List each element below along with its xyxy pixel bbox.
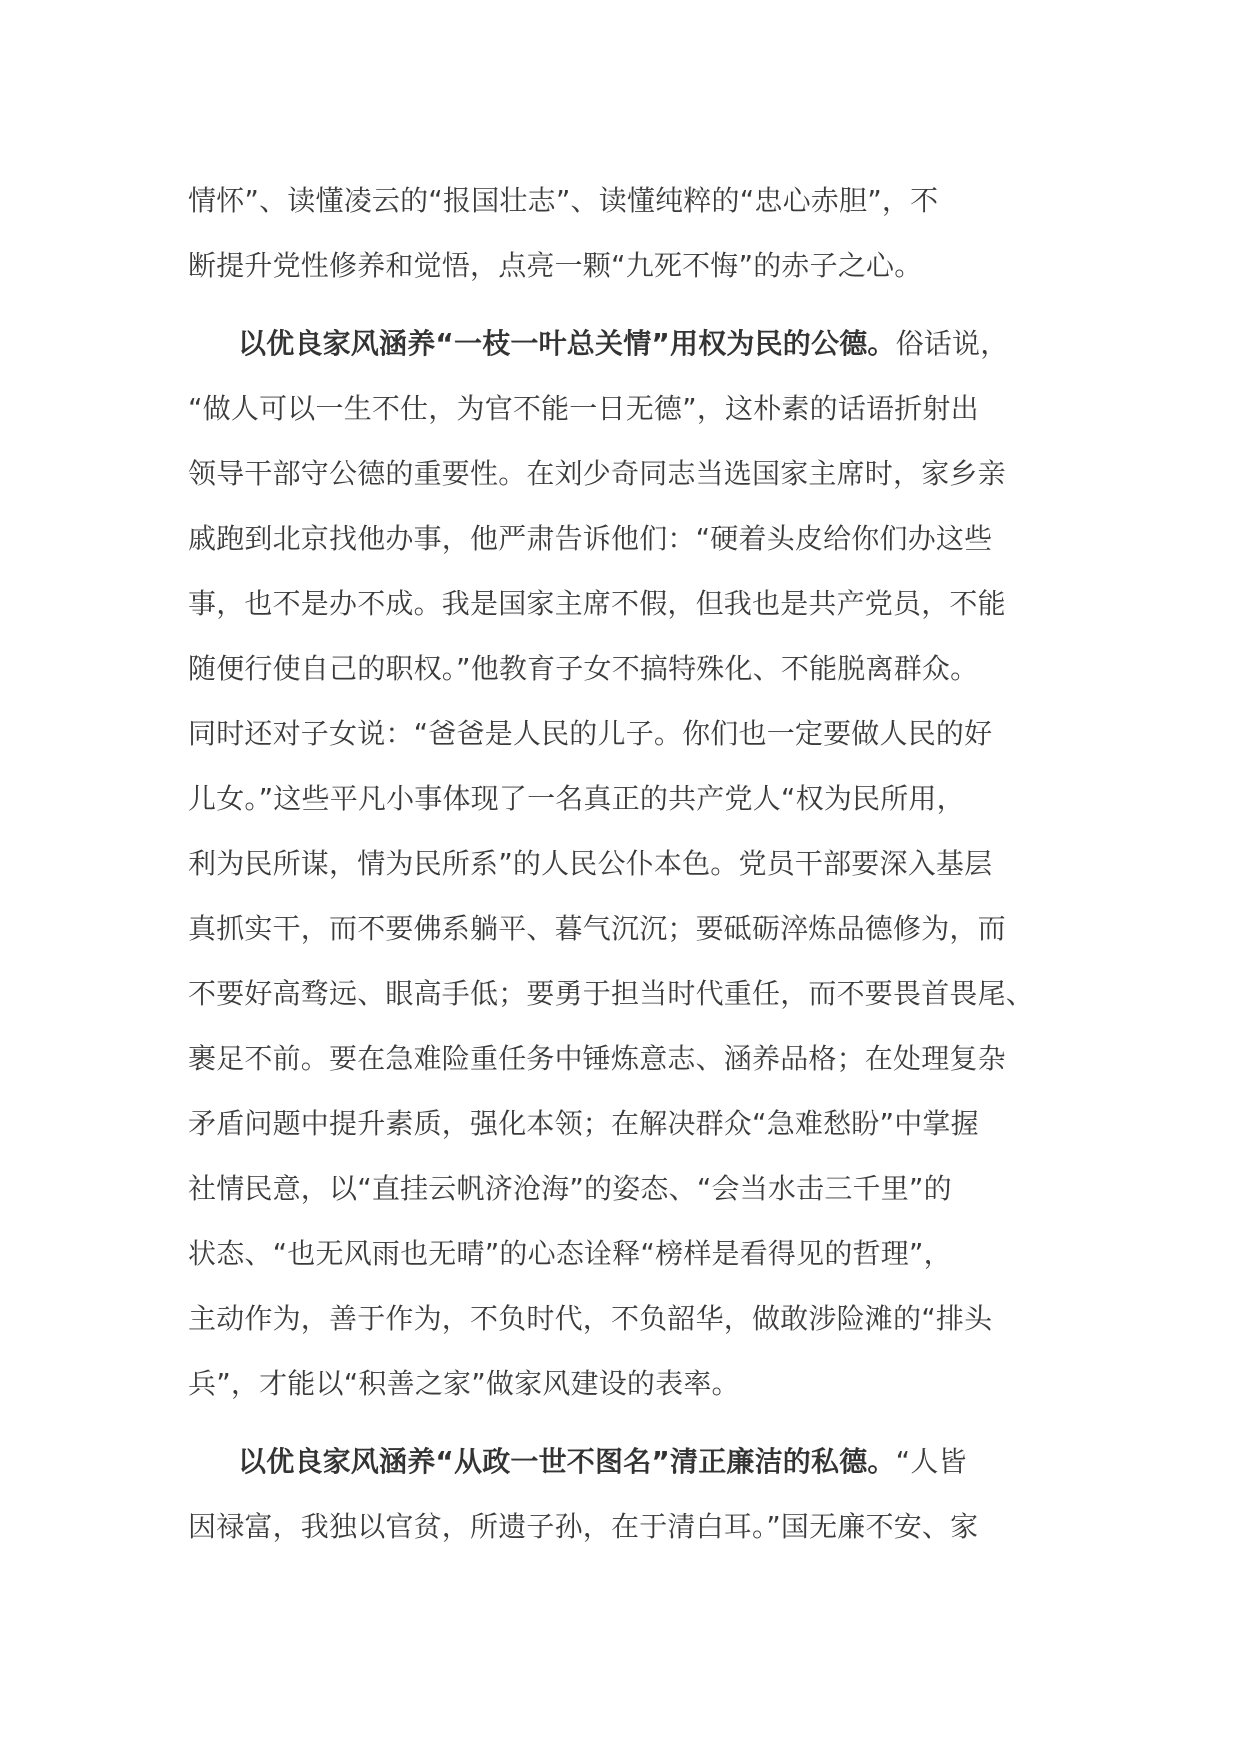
paragraph-line: 裹足不前。要在急难险重任务中锤炼意志、涵养品格；在处理复杂 — [188, 1042, 1006, 1075]
paragraph-line: 儿女。”这些平凡小事体现了一名真正的共产党人“权为民所用， — [188, 782, 965, 815]
paragraph-heading: 以优良家风涵养“一枝一叶总关情”用权为民的公德。 — [238, 327, 896, 360]
document-body — [188, 168, 1068, 1559]
paragraph-line: 同时还对子女说：“爸爸是人民的儿子。你们也一定要做人民的好 — [188, 717, 993, 750]
paragraph-3 — [188, 1429, 1068, 1559]
paragraph-2 — [188, 311, 1068, 1416]
paragraph-line: 事，也不是办不成。我是国家主席不假，但我也是共产党员，不能 — [188, 587, 1006, 620]
paragraph-line: 戚跑到北京找他办事，他严肃告诉他们：“硬着头皮给你们办这些 — [188, 522, 993, 555]
paragraph-text: “人皆 — [895, 1445, 967, 1478]
paragraph-line: 兵”，才能以“积善之家”做家风建设的表率。 — [188, 1367, 740, 1400]
paragraph-line: 随便行使自己的职权。”他教育子女不搞特殊化、不能脱离群众。 — [188, 652, 979, 685]
paragraph-line: 因禄富，我独以官贫，所遗子孙，在于清白耳。”国无廉不安、家 — [188, 1510, 979, 1543]
paragraph-line: 不要好高骛远、眼高手低；要勇于担当时代重任，而不要畏首畏尾、 — [188, 977, 1035, 1010]
paragraph-line: “做人可以一生不仕，为官不能一日无德”，这朴素的话语折射出 — [188, 392, 979, 425]
paragraph-line: 真抓实干，而不要佛系躺平、暮气沉沉；要砥砺淬炼品德修为，而 — [188, 912, 1006, 945]
paragraph-line: 主动作为，善于作为，不负时代，不负韶华，做敢涉险滩的“排头 — [188, 1302, 993, 1335]
paragraph-line: 断提升党性修养和觉悟，点亮一颗“九死不悔”的赤子之心。 — [188, 249, 923, 282]
paragraph-line: 情怀”、读懂凌云的“报国壮志”、读懂纯粹的“忠心赤胆”，不 — [188, 184, 939, 217]
paragraph-heading: 以优良家风涵养“从政一世不图名”清正廉洁的私德。 — [238, 1445, 896, 1478]
paragraph-first-line — [188, 1429, 1068, 1494]
paragraph-text: 俗话说， — [895, 327, 1009, 360]
paragraph-line: 利为民所谋，情为民所系”的人民公仆本色。党员干部要深入基层 — [188, 847, 993, 880]
paragraph-1 — [188, 168, 1068, 298]
paragraph-line: 矛盾问题中提升素质，强化本领；在解决群众“急难愁盼”中掌握 — [188, 1107, 979, 1140]
paragraph-line: 领导干部守公德的重要性。在刘少奇同志当选国家主席时，家乡亲 — [188, 457, 1006, 490]
paragraph-line: 社情民意，以“直挂云帆济沧海”的姿态、“会当水击三千里”的 — [188, 1172, 952, 1205]
paragraph-line: 状态、“也无风雨也无晴”的心态诠释“榜样是看得见的哲理”， — [188, 1237, 952, 1270]
paragraph-first-line — [188, 311, 1068, 376]
